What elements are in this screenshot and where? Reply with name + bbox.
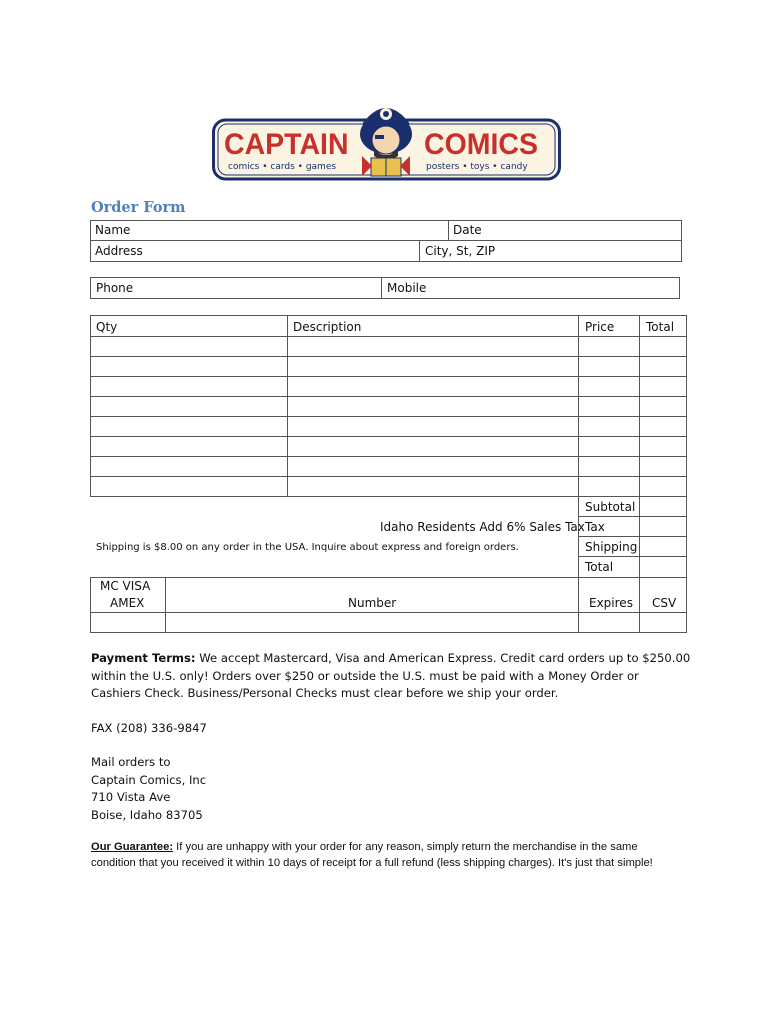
shipping-note: Shipping is $8.00 on any order in the USA. Inquire about express and foreign orders. — [96, 542, 519, 553]
qty-header-cell — [90, 315, 288, 337]
guarantee-heading: Our Guarantee: — [91, 841, 174, 853]
phone-label: Phone — [96, 281, 134, 295]
fax-number: FAX (208) 336-9847 — [91, 721, 207, 735]
item-qty-field[interactable] — [90, 436, 288, 457]
item-qty-field[interactable] — [90, 356, 288, 377]
mail-line-2: Captain Comics, Inc — [91, 772, 207, 787]
item-total-field[interactable] — [639, 396, 687, 417]
logo-right-word: COMICS — [424, 128, 538, 161]
date-label: Date — [453, 223, 482, 237]
payment-terms-text: We accept Mastercard, Visa and American Express. Credit card orders up to $250.00 within the U.S. only! Orders over $250 or outside the U.S. must be paid with a Money Order or Cashiers Check. Business/Personal Checks must clear before we ship your order. — [91, 651, 691, 700]
mail-line-1: Mail orders to — [91, 755, 171, 769]
item-total-field[interactable] — [639, 356, 687, 377]
logo-left-word: CAPTAIN — [224, 128, 349, 161]
phone-field[interactable] — [90, 277, 382, 299]
tax-note: Idaho Residents Add 6% Sales Tax — [380, 520, 585, 534]
item-price-field[interactable] — [578, 436, 640, 457]
tax-label: Tax — [585, 520, 605, 534]
item-total-field[interactable] — [639, 456, 687, 477]
logo-left-tagline: comics • cards • games — [228, 162, 337, 172]
pirate-mascot-icon — [360, 108, 412, 176]
guarantee-text: If you are unhappy with your order for any reason, simply return the merchandise in the same condition that you received it within 10 days of receipt for a full refund (less shipping charges). It's just that simple! — [91, 841, 653, 869]
total-header: Total — [646, 320, 675, 334]
item-total-field[interactable] — [639, 476, 687, 497]
price-header: Price — [585, 320, 615, 334]
order-form-title: Order Form — [91, 199, 186, 216]
mobile-label: Mobile — [387, 281, 427, 295]
item-price-field[interactable] — [578, 376, 640, 397]
card-types-line1: MC VISA — [100, 579, 151, 593]
items-table — [90, 315, 687, 497]
card-types-line2: AMEX — [110, 596, 145, 610]
payment-terms — [91, 650, 691, 703]
card-section — [90, 577, 687, 633]
name-label: Name — [95, 223, 131, 237]
item-description-field[interactable] — [287, 356, 579, 377]
item-qty-field[interactable] — [90, 476, 288, 497]
item-qty-field[interactable] — [90, 376, 288, 397]
item-description-field[interactable] — [287, 416, 579, 437]
item-description-field[interactable] — [287, 376, 579, 397]
qty-header: Qty — [96, 320, 118, 334]
captain-comics-logo — [212, 96, 561, 182]
mail-line-3: 710 Vista Ave — [91, 790, 171, 804]
payment-terms-heading: Payment Terms: — [91, 651, 196, 665]
logo-right-tagline: posters • toys • candy — [426, 162, 528, 172]
item-price-field[interactable] — [578, 396, 640, 417]
card-type-field[interactable] — [90, 612, 166, 633]
subtotal-label: Subtotal — [585, 500, 636, 514]
mail-address — [91, 754, 206, 824]
tax-field[interactable] — [639, 516, 687, 537]
item-total-field[interactable] — [639, 336, 687, 357]
item-description-field[interactable] — [287, 456, 579, 477]
item-price-field[interactable] — [578, 356, 640, 377]
totals-section — [90, 496, 687, 578]
total-field[interactable] — [639, 556, 687, 578]
item-price-field[interactable] — [578, 336, 640, 357]
guarantee — [91, 840, 681, 871]
item-price-field[interactable] — [578, 476, 640, 497]
expires-label: Expires — [589, 596, 633, 610]
item-description-field[interactable] — [287, 476, 579, 497]
item-total-field[interactable] — [639, 436, 687, 457]
item-total-field[interactable] — [639, 416, 687, 437]
expires-field[interactable] — [578, 612, 640, 633]
item-description-field[interactable] — [287, 336, 579, 357]
item-qty-field[interactable] — [90, 336, 288, 357]
card-number-label: Number — [348, 596, 397, 610]
shipping-field[interactable] — [639, 536, 687, 557]
total-label: Total — [585, 560, 614, 574]
csv-label: CSV — [652, 596, 677, 610]
item-qty-field[interactable] — [90, 416, 288, 437]
item-price-field[interactable] — [578, 416, 640, 437]
item-qty-field[interactable] — [90, 456, 288, 477]
item-qty-field[interactable] — [90, 396, 288, 417]
shipping-label: Shipping — [585, 540, 638, 554]
item-description-field[interactable] — [287, 436, 579, 457]
address-label: Address — [95, 244, 143, 258]
name-field[interactable] — [90, 220, 449, 241]
city-st-zip-label: City, St, ZIP — [425, 244, 496, 258]
customer-info-block — [90, 220, 682, 262]
item-description-field[interactable] — [287, 396, 579, 417]
csv-field[interactable] — [639, 612, 687, 633]
item-price-field[interactable] — [578, 456, 640, 477]
subtotal-field[interactable] — [639, 496, 687, 517]
phone-block — [90, 277, 680, 299]
card-number-field[interactable] — [165, 612, 579, 633]
description-header: Description — [293, 320, 362, 334]
date-field[interactable] — [448, 220, 682, 241]
mail-line-4: Boise, Idaho 83705 — [91, 807, 203, 822]
item-total-field[interactable] — [639, 376, 687, 397]
